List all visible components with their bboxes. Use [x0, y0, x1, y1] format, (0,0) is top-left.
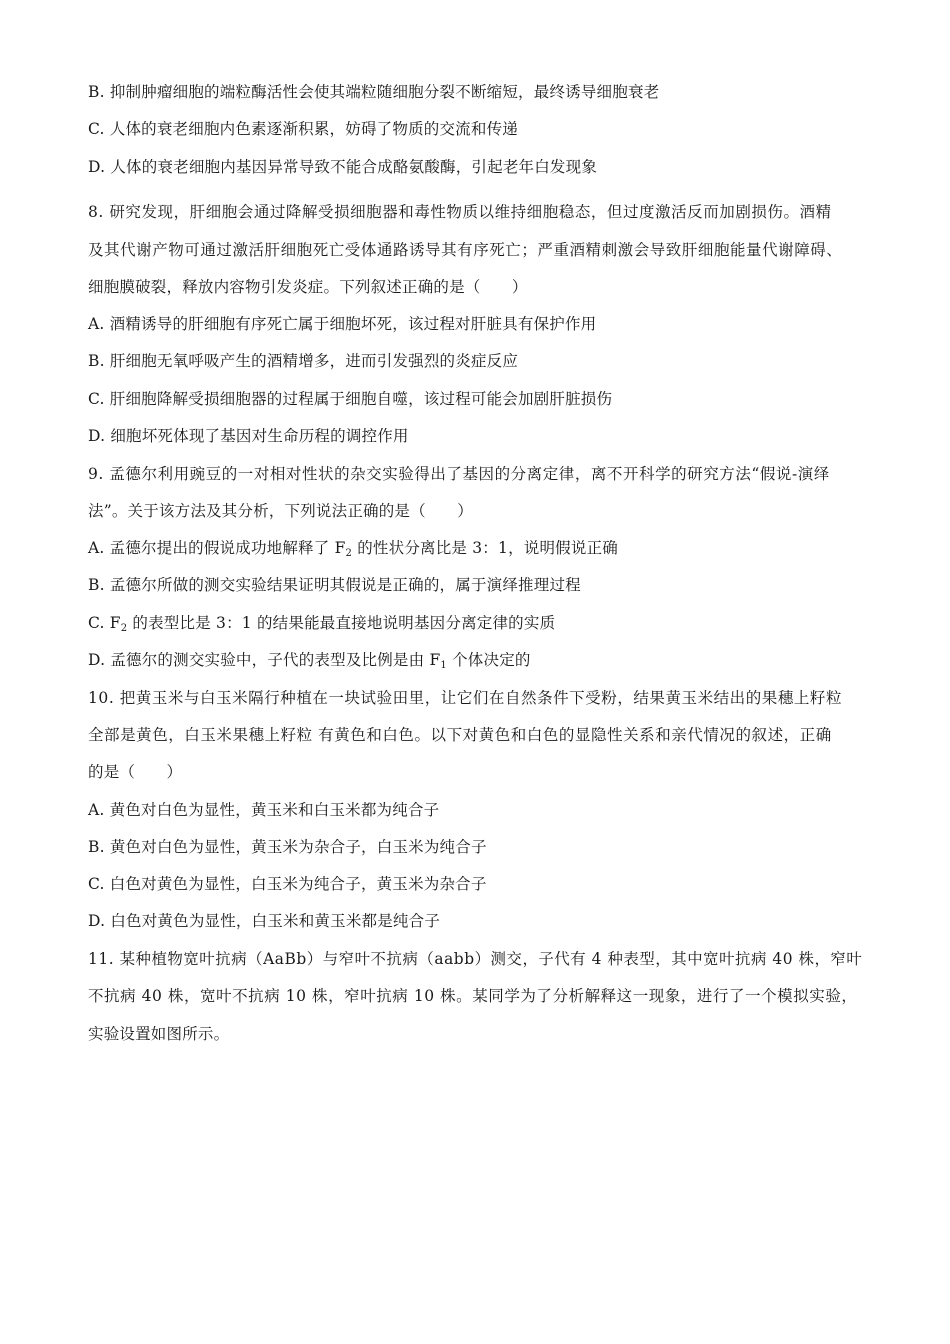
q9-option-c-text-pre: C. F — [88, 614, 121, 632]
q8-option-b: B. 肝细胞无氧呼吸产生的酒精增多，进而引发强烈的炎症反应 — [88, 352, 519, 370]
q8-option-d: D. 细胞坏死体现了基因对生命历程的调控作用 — [88, 427, 409, 445]
q7-option-d: D. 人体的衰老细胞内基因异常导致不能合成酪氨酸酶，引起老年白发现象 — [88, 158, 598, 176]
q9-option-c — [88, 613, 555, 633]
q9-option-d-subscript: 1 — [440, 660, 447, 671]
q9-option-c-text-post: 的表型比是 3：1 的结果能最直接地说明基因分离定律的实质 — [127, 614, 556, 632]
q10-option-b: B. 黄色对白色为显性，黄玉米为杂合子，白玉米为纯合子 — [88, 838, 487, 856]
q7-option-c: C. 人体的衰老细胞内色素逐渐积累，妨碍了物质的交流和传递 — [88, 120, 518, 138]
q10-stem-line-1: 10. 把黄玉米与白玉米隔行种植在一块试验田里，让它们在自然条件下受粉，结果黄玉米结出的果穗上籽粒 — [88, 689, 843, 707]
q8-stem-line-2: 及其代谢产物可通过激活肝细胞死亡受体通路诱导其有序死亡；严重酒精刺激会导致肝细胞能量代谢障碍、 — [88, 241, 843, 259]
q9-stem-line-1: 9. 孟德尔利用豌豆的一对相对性状的杂交实验得出了基因的分离定律，离不开科学的研究方法“假说-演绎 — [88, 465, 830, 483]
q11-stem-line-2: 不抗病 40 株，宽叶不抗病 10 株，窄叶抗病 10 株。某同学为了分析解释这一现象，进行了一个模拟实验， — [88, 987, 858, 1005]
q10-option-d: D. 白色对黄色为显性，白玉米和黄玉米都是纯合子 — [88, 912, 441, 930]
q10-option-a: A. 黄色对白色为显性，黄玉米和白玉米都为纯合子 — [88, 801, 440, 819]
q8-stem-line-1: 8. 研究发现，肝细胞会通过降解受损细胞器和毒性物质以维持细胞稳态，但过度激活反而加剧损伤。酒精 — [88, 203, 832, 221]
q9-stem-line-2: 法”。关于该方法及其分析，下列说法正确的是（ ） — [88, 502, 473, 520]
q9-option-b: B. 孟德尔所做的测交实验结果证明其假说是正确的，属于演绎推理过程 — [88, 576, 581, 594]
q10-stem-line-2: 全部是黄色，白玉米果穗上籽粒 有黄色和白色。以下对黄色和白色的显隐性关系和亲代情况的叙述，正确 — [88, 726, 832, 744]
q9-option-d — [88, 650, 531, 670]
q9-option-d-text-pre: D. 孟德尔的测交实验中，子代的表型及比例是由 F — [88, 651, 441, 669]
q9-option-a-subscript: 2 — [345, 548, 353, 559]
q9-option-c-subscript: 2 — [120, 623, 128, 634]
q8-option-c: C. 肝细胞降解受损细胞器的过程属于细胞自噬，该过程可能会加剧肝脏损伤 — [88, 390, 613, 408]
q8-stem-line-3: 细胞膜破裂，释放内容物引发炎症。下列叙述正确的是（ ） — [88, 278, 528, 296]
q10-option-c: C. 白色对黄色为显性，白玉米为纯合子，黄玉米为杂合子 — [88, 875, 487, 893]
q8-option-a: A. 酒精诱导的肝细胞有序死亡属于细胞坏死，该过程对肝脏具有保护作用 — [88, 315, 597, 333]
q9-option-a — [88, 538, 618, 558]
q9-option-a-text-pre: A. 孟德尔提出的假说成功地解释了 F — [88, 539, 346, 557]
q9-option-a-text-post: 的性状分离比是 3：1，说明假说正确 — [352, 539, 618, 557]
q10-stem-line-3: 的是（ ） — [88, 763, 183, 781]
q11-stem-line-3: 实验设置如图所示。 — [88, 1025, 230, 1043]
q9-option-d-text-post: 个体决定的 — [446, 651, 531, 669]
q7-option-b: B. 抑制肿瘤细胞的端粒酶活性会使其端粒随细胞分裂不断缩短，最终诱导细胞衰老 — [88, 83, 660, 101]
q11-stem-line-1: 11. 某种植物宽叶抗病（AaBb）与窄叶不抗病（aabb）测交，子代有 4 种表型，其中宽叶抗病 40 株，窄叶 — [88, 950, 863, 968]
